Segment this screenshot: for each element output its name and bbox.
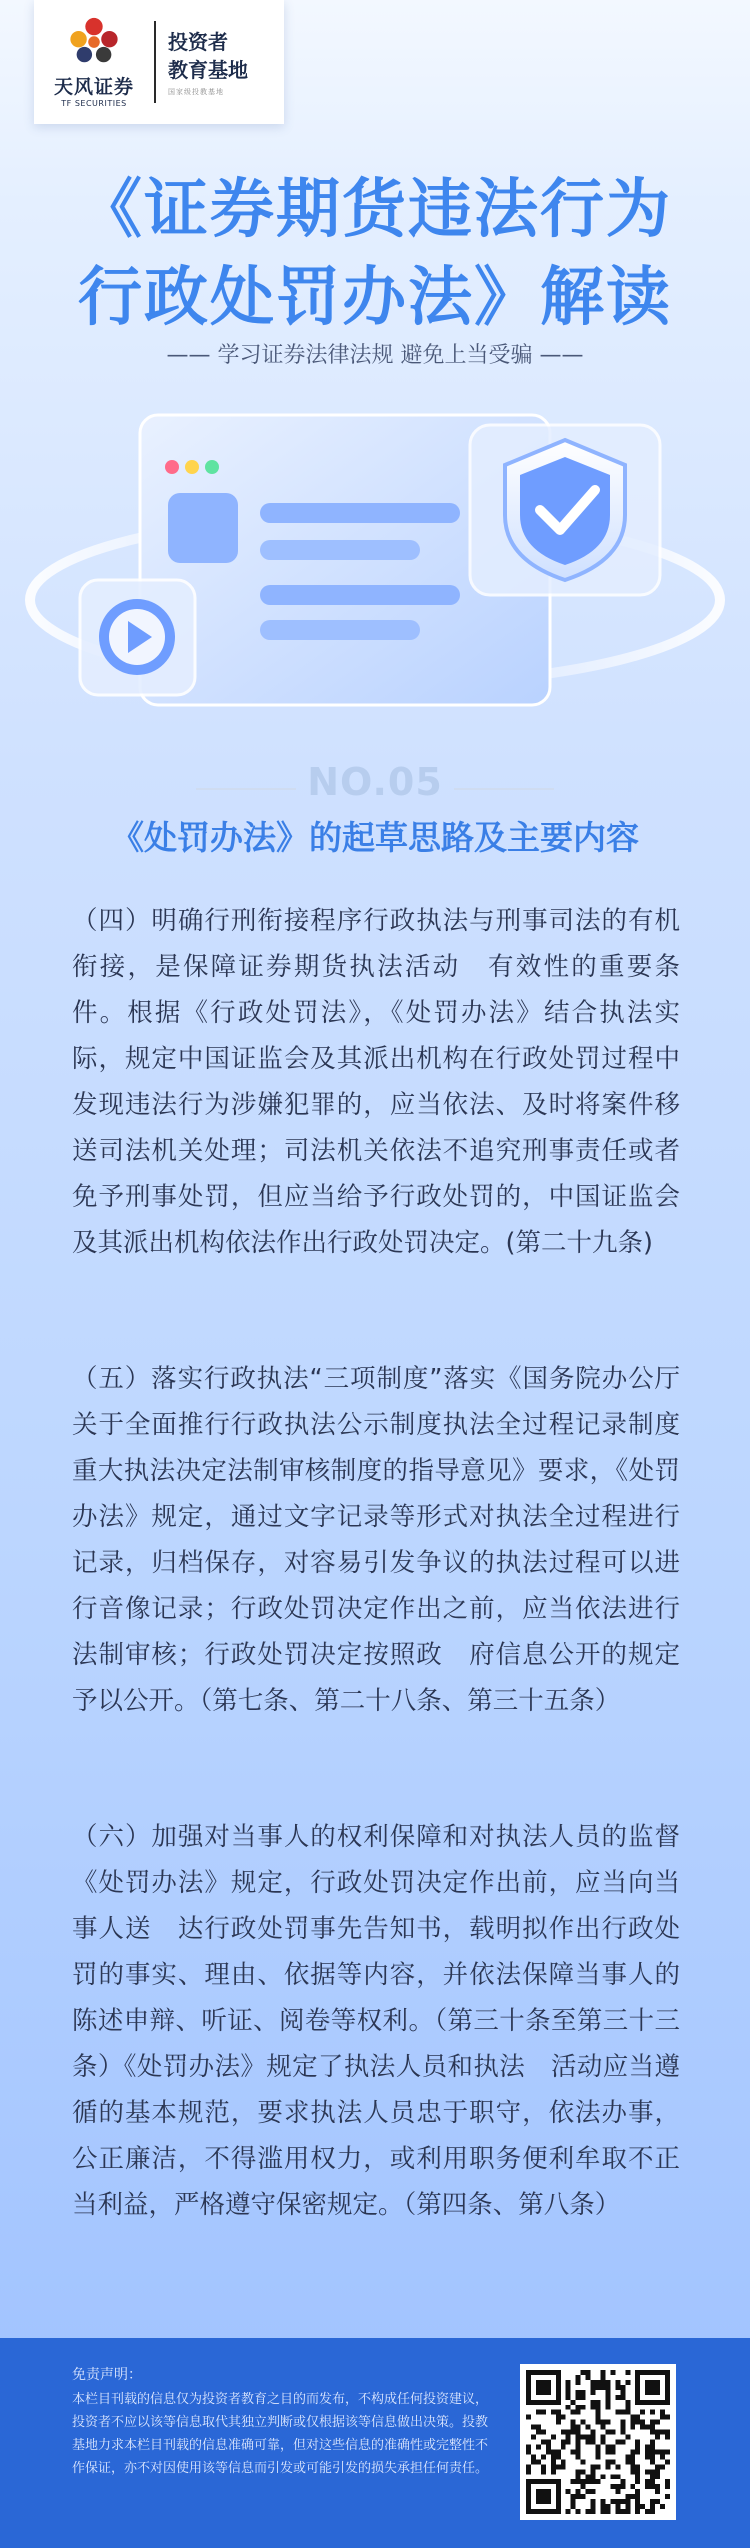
window-dot-red — [165, 460, 179, 474]
window-dot-green — [205, 460, 219, 474]
window-dot-yellow — [185, 460, 199, 474]
text-line-1 — [260, 503, 460, 523]
text-line-3 — [260, 585, 460, 605]
qr-code[interactable] — [520, 2364, 676, 2520]
text-line-4 — [260, 620, 420, 640]
logo-title-line1: 投资者 — [168, 29, 228, 54]
flower-logo-icon — [65, 16, 123, 70]
logo-title-line2: 教育基地 — [168, 57, 248, 82]
disclaimer-text: 本栏目刊载的信息仅为投资者教育之目的而发布，不构成任何投资建议，投资者不应以该等信息取代其独立判断或仅根据该等信息做出决策。投教基地力求本栏目刊载的信息准确可靠，但对这些信息的准确性或完整性不作保证，亦不对因使用该等信息而引发或可能引发的损失承担任何责任。 — [72, 2392, 489, 2476]
logo-brand-en: TF SECURITIES — [61, 99, 127, 108]
qr-code-icon — [526, 2370, 670, 2514]
disclaimer-title: 免责声明： — [72, 2367, 142, 2383]
image-block — [168, 493, 238, 563]
tf-securities-logo — [34, 0, 284, 124]
main-title-line2: 行政处罚办法》解读 — [78, 260, 672, 335]
main-title-line1: 《证券期货违法行为 — [78, 172, 672, 247]
section-number: NO.05 — [307, 760, 443, 804]
hero-illustration — [20, 395, 730, 725]
logo-mark — [34, 0, 154, 124]
disclaimer-footer — [0, 2338, 750, 2548]
text-line-2 — [260, 540, 420, 560]
section-title: 《处罚办法》的起草思路及主要内容 — [111, 818, 639, 857]
logo-subtitle: 国家级投教基地 — [168, 87, 224, 96]
paragraph-5: （五）落实行政执法“三项制度”落实《国务院办公厅关于全面推行行政执法公示制度执法全过程记录制度重大执法决定法制审核制度的指导意见》要求，《处罚办法》规定，通过文字记录等形式对执法全过程进行记录，归档保存，对容易引发争议的执法过程可以进行音像记录；行政处罚决定作出之前，应当依法进行法制审核；行政处罚决定按照政 府信息公开的规定予以公开。（第七条、第二十八条、第三十五条） — [72, 1364, 680, 1716]
shield-icon — [470, 425, 660, 595]
logo-brand-cn: 天风证券 — [53, 76, 134, 98]
page-subtitle: —— 学习证券法律法规 避免上当受骗 —— — [166, 343, 584, 368]
play-video-icon — [80, 580, 195, 695]
paragraph-6: （六）加强对当事人的权利保障和对执法人员的监督《处罚办法》规定，行政处罚决定作出前，应当向当事人送 达行政处罚事先告知书，载明拟作出行政处罚的事实、理由、依据等内容，并依法保障当事人的陈述申辩、听证、阅卷等权利。（第三十条至第三十三条）《处罚办法》规定了执法人员和执法 活动应当遵循的基本规范，要求执法人员忠于职守，依法办事，公正廉洁，不得滥用权力，或利用职务便利牟取不正当利益，严格遵守保密规定。（第四条、第八条） — [72, 1822, 680, 2220]
logo-text-block — [156, 28, 248, 97]
paragraph-4: （四）明确行刑衔接程序行政执法与刑事司法的有机衔接，是保障证券期货执法活动 有效性的重要条件。根据《行政处罚法》，《处罚办法》结合执法实际，规定中国证监会及其派出机构在行政处罚过程中发现违法行为涉嫌犯罪的，应当依法、及时将案件移送司法机关处理；司法机关依法不追究刑事责任或者免予刑事处罚，但应当给予行政处罚的，中国证监会及其派出机构依法作出行政处罚决定。(第二十九条) — [72, 906, 680, 1258]
